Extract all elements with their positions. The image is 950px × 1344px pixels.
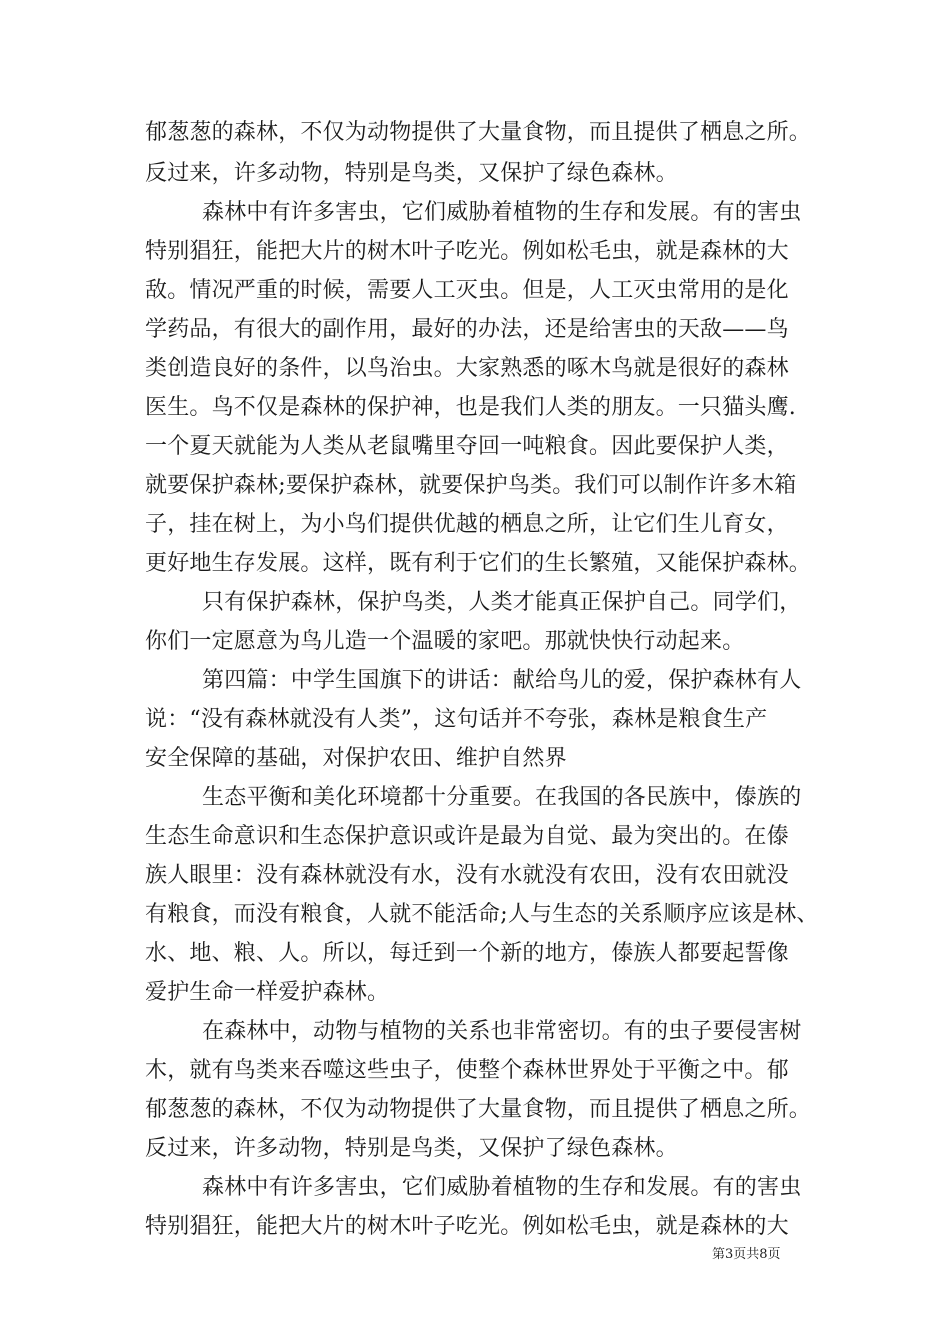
text-line: 一个夏天就能为人类从老鼠嘴里夺回一吨粮食。因此要保护人类， <box>145 434 789 459</box>
text-line: 说：“没有森林就没有人类”，这句话并不夸张，森林是粮食生产 <box>145 707 768 732</box>
text-line: 子，挂在树上，为小鸟们提供优越的栖息之所，让它们生儿育女， <box>145 512 789 537</box>
text-line: 更好地生存发展。这样，既有利于它们的生长繁殖，又能保护森林。 <box>145 551 812 576</box>
text-line: 在森林中，动物与植物的关系也非常密切。有的虫子要侵害树 <box>202 1019 802 1044</box>
text-line: 学药品，有很大的副作用，最好的办法，还是给害虫的天敌——鸟 <box>145 317 789 342</box>
text-line: 爱护生命一样爱护森林。 <box>145 980 390 1005</box>
text-line: 郁葱葱的森林，不仅为动物提供了大量食物，而且提供了栖息之所。 <box>145 120 812 145</box>
text-line: 森林中有许多害虫，它们威胁着植物的生存和发展。有的害虫 <box>202 1175 802 1200</box>
text-line: 安全保障的基础，对保护农田、维护自然界 <box>145 746 567 771</box>
text-line: 只有保护森林，保护鸟类，人类才能真正保护自己。同学们， <box>202 590 802 615</box>
text-line: 有粮食，而没有粮食，人就不能活命;人与生态的关系顺序应该是林、 <box>145 902 819 927</box>
text-line: 就要保护森林;要保护森林，就要保护鸟类。我们可以制作许多木箱 <box>145 473 797 498</box>
text-line: 特别猖狂，能把大片的树木叶子吃光。例如松毛虫，就是森林的大 <box>145 1214 789 1239</box>
text-line: 木，就有鸟类来吞噬这些虫子，使整个森林世界处于平衡之中。郁 <box>145 1058 789 1083</box>
text-line: 反过来，许多动物，特别是鸟类，又保护了绿色森林。 <box>145 1136 678 1161</box>
page-number: 第3页共8页 <box>712 1247 781 1262</box>
text-line: 类创造良好的条件，以鸟治虫。大家熟悉的啄木鸟就是很好的森林 <box>145 356 789 381</box>
text-line: 你们一定愿意为鸟儿造一个温暖的家吧。那就快快行动起来。 <box>145 629 745 654</box>
text-line: 森林中有许多害虫，它们威胁着植物的生存和发展。有的害虫 <box>202 200 802 225</box>
text-line: 特别猖狂，能把大片的树木叶子吃光。例如松毛虫，就是森林的大 <box>145 239 789 264</box>
text-line: 族人眼里：没有森林就没有水，没有水就没有农田，没有农田就没 <box>145 863 789 888</box>
text-line: 水、地、粮、人。所以，每迁到一个新的地方，傣族人都要起誓像 <box>145 941 789 966</box>
text-line: 郁葱葱的森林，不仅为动物提供了大量食物，而且提供了栖息之所。 <box>145 1097 812 1122</box>
text-line: 生态生命意识和生态保护意识或许是最为自觉、最为突出的。在傣 <box>145 824 789 849</box>
text-line: 敌。情况严重的时候，需要人工灭虫。但是，人工灭虫常用的是化 <box>145 278 789 303</box>
text-line: 反过来，许多动物，特别是鸟类，又保护了绿色森林。 <box>145 161 678 186</box>
text-line: 医生。鸟不仅是森林的保护神，也是我们人类的朋友。一只猫头鹰. <box>145 395 796 420</box>
text-line: 第四篇：中学生国旗下的讲话：献给鸟儿的爱，保护森林有人 <box>202 668 802 693</box>
text-line: 生态平衡和美化环境都十分重要。在我国的各民族中，傣族的 <box>202 785 802 810</box>
